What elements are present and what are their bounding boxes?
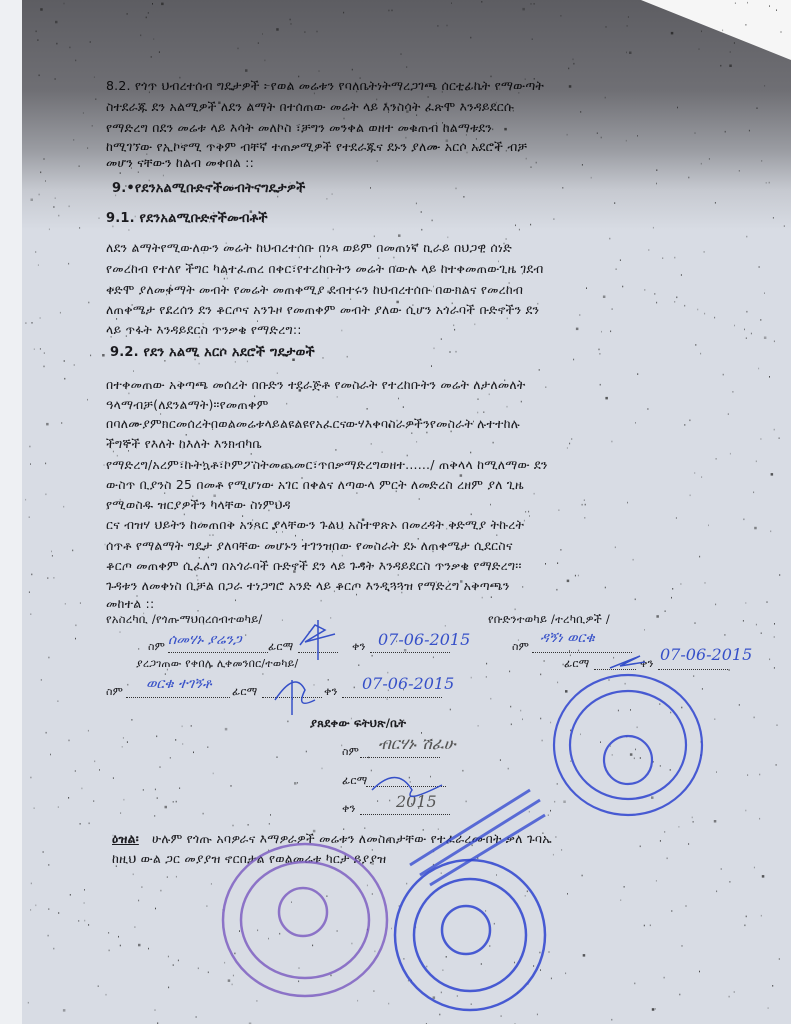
lessor-title: የአስረካቢ /የጎጡማህበረሰብተወካይ/ xyxy=(106,612,263,626)
section-9-2-paragraph-line: መከተል :: xyxy=(106,596,155,611)
section-9-2-line: ውስጥ ቢያንስ 25 በመቶ የሚሆነው አገር በቀልና ለጣውላ ምርት ለመድረስ ረዘም ያለ ጊዜ xyxy=(106,477,524,492)
lessor-date-handwritten: 07-06-2015 xyxy=(378,630,471,649)
section-9-2-line: በተቀመጠው አቅጣጫ መሰረት በቡድን ተደራጅቶ የመስራት የተረከቡትን መሬት ለታለመለት xyxy=(106,377,526,392)
note-line: ሁሉም የጎጡ አባዎራና እማዎራዎች መሬቱን ለመስጠታቸው የተፈራረሙበት ቃለ ጉባኤ xyxy=(152,831,552,846)
section-9-2-paragraph-line: ርና ብዝሃ ህይትን ከመጠበቅ አንጻር ያላቸውን ጉልህ አስተዋጽኦ በመረዳት ቅድሚያ ትኩረት xyxy=(106,517,525,532)
group-date-label: ቀን xyxy=(640,657,654,670)
official-stamp-top-right xyxy=(554,675,702,815)
lessor-name-handwritten: ሰመሃኑ ያሬንጋ xyxy=(168,632,242,648)
section-9-1-heading: 9.1. የደንአልሚቡድኖችመብቶች xyxy=(106,211,268,226)
official-stamp-blue-bottom xyxy=(395,860,545,1010)
section-9-2-paragraph-line: ሰጥቶ የማልማት ግዴታ ያለባቸው መሆኑን ተገንዝበው የመስራት ደኑ ለጠቀሜታ ሲደርስና xyxy=(106,538,513,553)
section-9-2-line: የሚወስዱ ዝርያዎችን ካላቸው ስነምህዳ xyxy=(106,497,291,512)
section-9-2-paragraph-line: ጉዳቱን ለመቀነስ ቢቻል በጋራ ተነጋግሮ አንድ ላይ ቆርጦ እንዲጓጓዝ የማድረግ አቅጣጫን xyxy=(106,578,510,593)
verifier-name-label: ስም xyxy=(106,685,124,698)
section-8-2-line: ከሚገኘው የኢኮኖሚ ጥቅም ብቸኛ ተጠቃሚዎች የተደራጁና ደኑን ያለሙ አርሶ አደሮች ብቻ xyxy=(106,139,528,154)
section-8-2-line: የማድረግ በደን መሬቱ ላይ እሳት መለኮስ ፣ቻግን መንቀል ወዘተ መቁጠብ ከልማቱደን xyxy=(106,120,492,135)
court-name-label: ስም xyxy=(342,745,360,758)
official-stamp-purple xyxy=(223,844,387,996)
note-label: ዕዝል፡ xyxy=(112,831,139,846)
section-9-1-line: የመረከብ የተለየ ችግር ካልተፈጠረ በቀር፣የተረከቡትን መሬት በውሉ ላይ ከተቀመጠውጊዜ ገደብ xyxy=(106,261,544,276)
group-signature-label: ፊርማ xyxy=(564,657,590,670)
section-9-1-line: ቀድሞ ያለመቀማት መብት የመሬት መጠቀሚያ ደብተሩን ከህብረተሰቡ በውክልና የመረከብ xyxy=(106,282,524,297)
group-name-label: ስም xyxy=(512,640,530,653)
note-line: ከዚህ ውል ጋር መያያዝ ኖርበታል የወልመሬቱ ካርታ ይያያዝ xyxy=(112,851,387,866)
verifier-date-handwritten: 07-06-2015 xyxy=(362,674,455,693)
section-8-2-line: መሆን ናቸውን ከልብ መቀበል :: xyxy=(106,155,254,170)
court-date-label: ቀን xyxy=(342,802,356,815)
verifier-signature-label: ፊርማ xyxy=(232,685,258,698)
lessor-name-label: ስም xyxy=(148,640,166,653)
verifier-name-handwritten: ወርቁ ተገኝቶ xyxy=(146,676,212,692)
section-9-2-line: ዓላማብቻ(ለደንልማት)።የመጠቀም xyxy=(106,397,269,412)
verifier-title: ያረጋገጠው የቀበሌ ሊቀመንበር/ተወካይ/ xyxy=(136,657,299,670)
verifier-date-label: ቀን xyxy=(324,685,338,698)
lessor-signature-label: ፊርማ xyxy=(268,640,294,653)
section-9-1-line: ለደን ልማትየሚውለውን መሬት ከህብረተሰቡ በነጻ ወይም በመጠነኛ ኪራይ በህጋዊ ሰነድ xyxy=(106,240,512,255)
section-9-heading: 9.•የደንአልሚቡድኖችመብትናግዴታዎች xyxy=(112,181,306,196)
court-title: ያጸደቀው ፍትህጽ/ቤት xyxy=(310,716,407,730)
group-date-handwritten: 07-06-2015 xyxy=(660,645,753,664)
court-signature-label: ፊርማ xyxy=(342,774,368,787)
court-name-handwritten: ብርሃኑ ሽፈሁ xyxy=(378,734,456,753)
section-9-1-line: ላይ ጥፋት እንዳይደርስ ጥንቃቄ የማድረግ:: xyxy=(106,322,302,337)
section-9-1-line: ለጠቀሜታ የደረሰን ደን ቆርጦና አንጉዞ የመጠቀም መብት ያለው ሲሆን አጎራባች ቡድኖችን ደን xyxy=(106,302,540,317)
section-9-2-line: በባለሙያምክርመሰረትበወልመሬቱላይልዩልዩየአፈርናውሃእቀባስራዎችንየመስራት ሉተተከሉ xyxy=(106,416,520,431)
court-date-handwritten: 2015 xyxy=(396,792,437,811)
section-8-2-line: 8.2. የጎጥ ህብረተሰብ ግዴታዎች ፦የወል መሬቱን የባለቤትነትማረጋገጫ ሰርቲፊኬት የማውጣት xyxy=(106,78,545,93)
section-9-2-heading: 9.2. የደን አልሚ አርሶ አደሮች ግዴታወች xyxy=(110,345,315,360)
lessor-signature-scribble xyxy=(275,620,645,796)
group-name-handwritten: ዳኝነ ወርቁ xyxy=(540,630,595,646)
section-9-2-line: ችግኞች የእለት ከእለት እንክብካቤ xyxy=(106,436,262,451)
lessor-date-label: ቀን xyxy=(352,640,366,653)
section-8-2-line: ስተደራጁ ደን አልሚዎች ለደን ልማት በተሰጠው መሬት ላይ እንስሳት ፈጽሞ እንዳይደርሱ xyxy=(106,99,515,114)
section-9-2-paragraph-line: ቆርጦ መጠቀም ሲፈለግ በአጎራባች ቡድኖች ደን ላይ ጉዳት እንዳይደርስ ጥንቃቄ የማድረግ፡፡ xyxy=(106,558,522,573)
section-9-2-line: የማድረግ/አረም፣ኩትኳቶ፣ኮምፖስትመጨመር፣ጥበቃማድረግወዘተ....../ ጠቅላላ ከሚለማው ደን xyxy=(106,457,548,472)
group-title: የቡድንተወካይ /ተረካቢዎች / xyxy=(488,612,610,626)
